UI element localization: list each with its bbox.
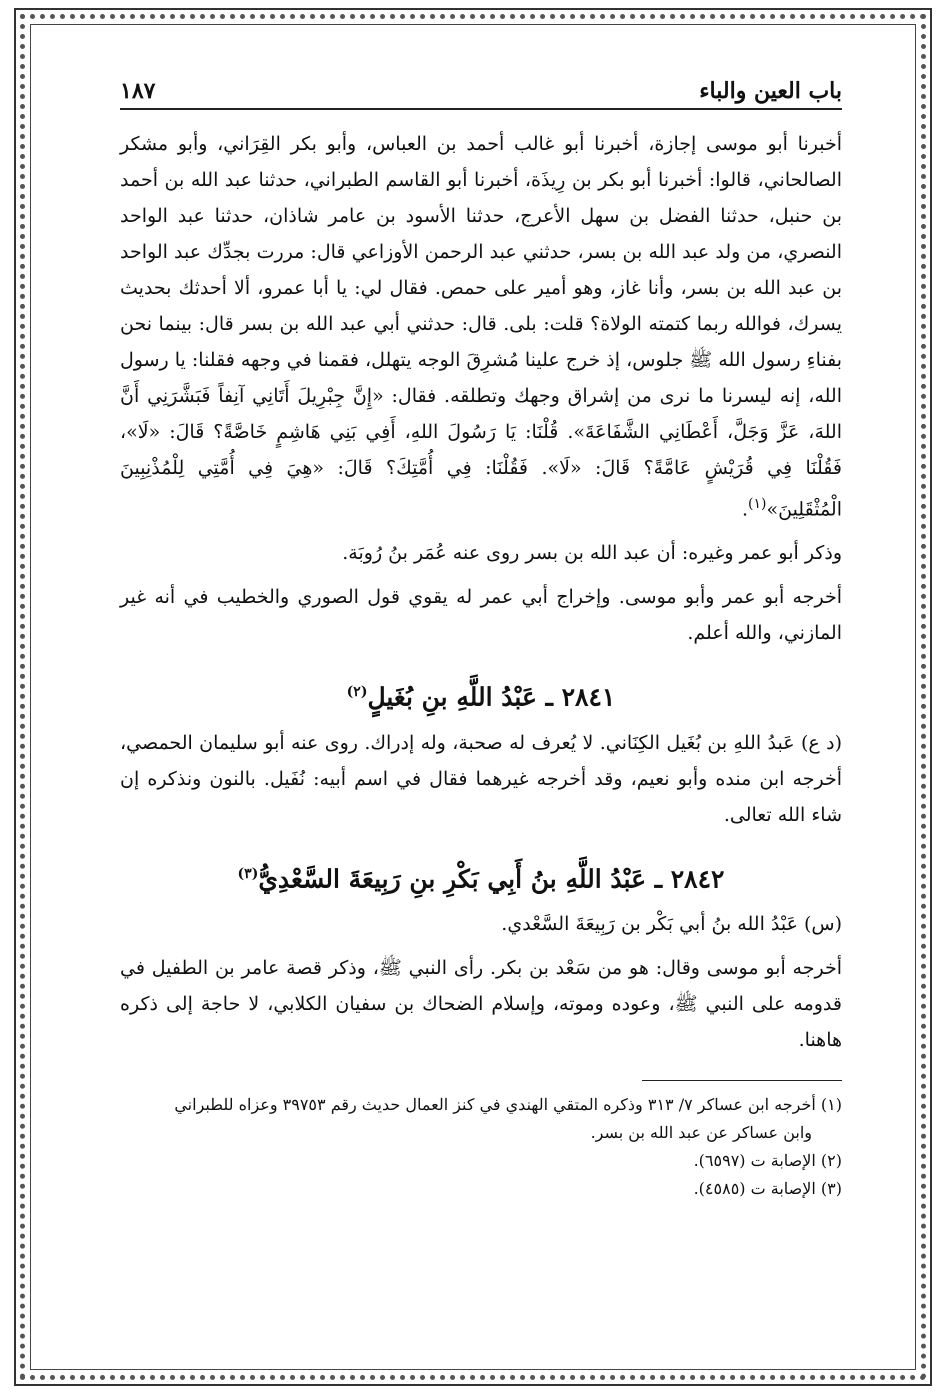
source-note-paragraph: أخرجه أبو عمر وأبو موسى. وإخراج أبي عمر له يقوي قول الصوري والخطيب في أنه غير المازني، والله أعلم.: [120, 586, 842, 645]
entry-heading-2842: [120, 855, 842, 898]
hadith-end-mark: .: [741, 498, 749, 521]
footnote-1: (١) أخرجه ابن عساكر ٧/ ٣١٣ وذكره المتقي الهندي في كنز العمال حديث رقم ٣٩٧٥٣ وعزاه للطبراني: [174, 1094, 842, 1114]
hadith-text: أخبرنا أبو موسى إجازة، أخبرنا أبو غالب أحمد بن العباس، وأبو بكر القِرَاني، وأبو مشكر الصالحاني، قالوا: أخبرنا أبو بكر بن رِيذَة، أخبرنا أبو القاسم الطبراني، حدثنا عبد الله بن أحمد بن حنبل، حدثنا الفضل بن سهل الأعرج، حدثنا الأسود بن عامر شاذان، حدثنا عبد الواحد النصري، من ولد عبد الله بن بسر، حدثني عبد الرحمن الأوزاعي قال: مررت بجدِّك عبد الواحد بن عبد الله بن بسر، وأنا غاز، وهو أمير على حمص. فقال لي: يا أبا عمرو، ألا أحدثك بحديث يسرك، فوالله ربما كتمته الولاة؟ قلت: بلى. قال: حدثني أبي عبد الله بن بسر قال: بينما نحن بفناءِ رسول الله ﷺ جلوس، إذ خرج علينا مُشرِقَ الوجه يتهلل، فقمنا في وجهه فقلنا: يا رسول الله، إنه ليسرنا ما نرى من إشراق وجهك وتطلقه. فقال: «إِنَّ جِبْرِيلَ أَتَانِي آنِفاً فَبَشَّرَنِي أَنَّ اللهَ، عَزَّ وَجَلَّ، أَعْطَانِي الشَّفَاعَةَ». قُلْنَا: يَا رَسُولَ اللهِ، أَفِي بَنِي هَاشِمٍ خَاصَّةً؟ قَالَ: «لَا»، فَقُلْنَا فِي قُرَيْشٍ عَامَّةً؟ قَالَ: «لَا». فَقُلْنَا: فِي أُمَّتِكَ؟ قَالَ: «هِيَ فِي أُمَّتِي لِلْمُذْنِبِينَ الْمُثْقَلِينَ»: [120, 133, 842, 521]
entry-2842-name-line: (س) عَبْدُ الله بنُ أبي بَكْر بن رَبِيعَةَ السَّعْدي.: [501, 912, 842, 935]
footnote-1-continued: وابن عساكر عن عبد الله بن بسر.: [590, 1122, 812, 1142]
entry-heading-text: ٢٨٤١ ـ عَبْدُ اللَّهِ بنِ بُغَيلٍ: [367, 682, 616, 712]
footnote-ref-2: (٢): [346, 684, 368, 701]
narrator-note-paragraph: وذكر أبو عمر وغيره: أن عبد الله بن بسر روى عنه عُمَر بنُ رُوبَة.: [342, 542, 842, 565]
entry-heading-2841: [120, 673, 842, 716]
footnote-ref-3: (٣): [237, 865, 259, 882]
page-number: ١٨٧: [120, 78, 156, 104]
entry-2842-paragraph: أخرجه أبو موسى وقال: هو من سَعْد بن بكر. رأى النبي ﷺ، وذكر قصة عامر بن الطفيل في قدومه على النبي ﷺ، وعوده وموته، وإسلام الضحاك بن سفيان الكلابي، لا حاجة إلى ذكره هاهنا.: [120, 956, 842, 1051]
running-header: [120, 70, 842, 110]
footnote-2: (٢) الإصابة ت (٦٥٩٧).: [693, 1150, 842, 1170]
footnote-divider: [642, 1080, 842, 1081]
footnote-3: (٣) الإصابة ت (٤٥٨٥).: [693, 1178, 842, 1198]
entry-2841-paragraph: (د ع) عَبدُ اللهِ بن بُغَيل الكِنَاني. لا يُعرف له صحبة، وله إدراك. روى عنه أبو سليمان الحمصي، أخرجه ابن منده وأبو نعيم، وقد أخرجه غيرهما فقال في اسم أبيه: نُفَيل. بالنون ونذكره إن شاء الله تعالى.: [120, 731, 842, 826]
page-content: [120, 70, 842, 1203]
chapter-title: باب العين والباء: [699, 78, 842, 104]
hadith-paragraph: [120, 126, 842, 527]
footnote-ref-1: (١): [748, 496, 767, 512]
entry-heading-text: ٢٨٤٢ ـ عَبْدُ اللَّهِ بنُ أَبِي بَكْرِ بنِ رَبِيعَةَ السَّعْدِيُّ: [258, 863, 725, 893]
